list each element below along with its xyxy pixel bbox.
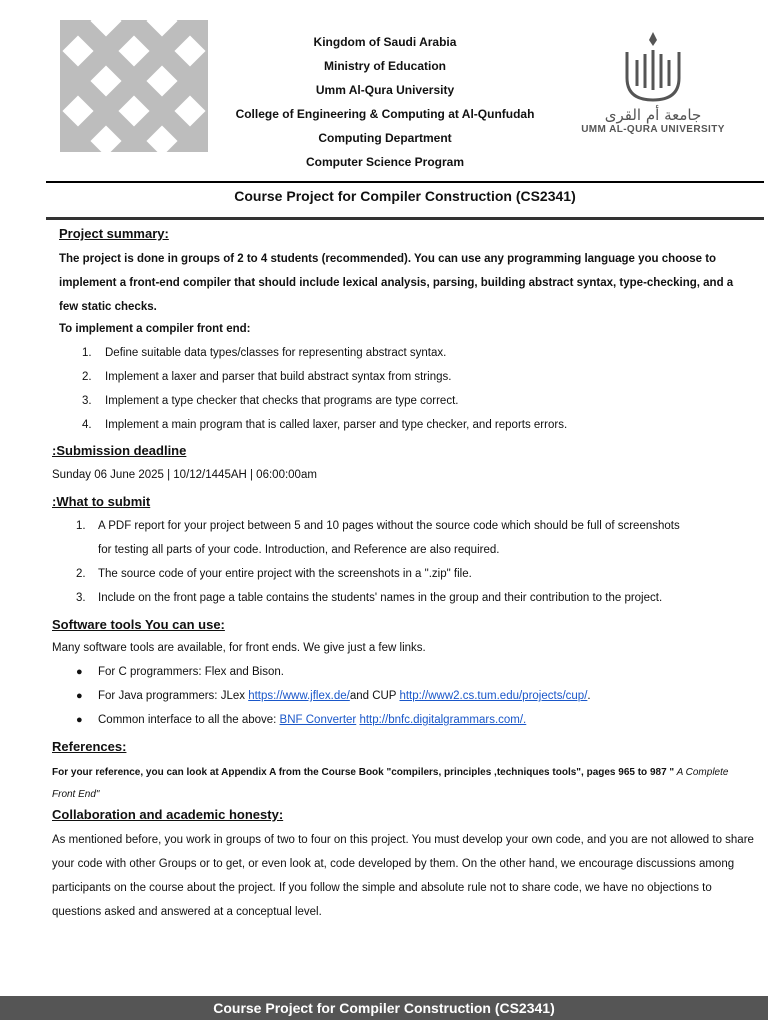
submit-item-1-line-2: for testing all parts of your code. Introduction, and Reference are also required.: [98, 544, 500, 556]
references-heading: References:: [52, 739, 127, 754]
software-tools-intro: Many software tools are available, for front ends. We give just a few links.: [52, 642, 426, 654]
submit-item-3: Include on the front page a table contains the students' names in the group and their contribution to the project.: [98, 592, 663, 604]
project-summary-text: The project is done in groups of 2 to 4 students (recommended). You can use any programming language you choose to implement a front-end compiler that should include lexical analysis, parsing, building abstract syntax, type-checking, and a few static checks.: [59, 253, 734, 313]
references-italic-text: A Complete Front End": [52, 767, 729, 800]
bullet-icon: ●: [76, 690, 83, 702]
institution-line: Computer Science Program: [305, 155, 465, 169]
references-main-text: For your reference, you can look at Appendix A from the Course Book "compilers, principles ,techniques tools", pages 965 to 987 ": [52, 767, 675, 778]
tool-item-common: [98, 714, 526, 726]
tool-item-java-prefix: For Java programmers: JLex: [98, 690, 249, 702]
institution-block: [215, 30, 555, 174]
submit-item-1-line-1: A PDF report for your project between 5 and 10 pages without the source code which should be full of screenshots: [98, 520, 680, 532]
step-item: Define suitable data types/classes for representing abstract syntax.: [105, 347, 447, 359]
submit-number: 2.: [76, 568, 86, 580]
deadline-value: Sunday 06 June 2025 | 10/12/1445AH | 06:00:00am: [52, 469, 317, 481]
tool-item-common-prefix: Common interface to all the above:: [98, 714, 280, 726]
tool-item-c: For C programmers: Flex and Bison.: [98, 666, 284, 678]
document-title: Course Project for Compiler Construction (CS2341): [234, 188, 576, 204]
jflex-link[interactable]: https://www.jflex.de/: [248, 690, 350, 702]
institution-line: College of Engineering & Computing at Al-Qunfudah: [235, 107, 535, 121]
decorative-pattern-logo: [60, 20, 208, 152]
deadline-heading: :Submission deadline: [52, 443, 187, 458]
step-number: 1.: [82, 347, 92, 359]
tool-item-java: [98, 690, 591, 702]
submit-number: 3.: [76, 592, 86, 604]
step-number: 2.: [82, 371, 92, 383]
project-summary-heading: Project summary:: [59, 226, 169, 241]
tool-item-java-mid: and CUP: [349, 690, 400, 702]
institution-line: Ministry of Education: [323, 59, 446, 73]
university-logo: [578, 30, 728, 152]
step-item: Implement a laxer and parser that build abstract syntax from strings.: [105, 371, 452, 383]
submit-item-2: The source code of your entire project with the screenshots in a ".zip" file.: [98, 568, 472, 580]
logo-arabic-text: جامعة أم القرى: [604, 106, 702, 124]
institution-line: Computing Department: [318, 131, 452, 145]
university-emblem-icon: [621, 30, 685, 104]
submit-number: 1.: [76, 520, 86, 532]
title-top-rule: [46, 181, 764, 183]
step-item: Implement a type checker that checks that programs are type correct.: [105, 395, 459, 407]
bullet-icon: ●: [76, 666, 83, 678]
references-text: [52, 762, 752, 806]
collaboration-text: As mentioned before, you work in groups of two to four on this project. You must develop your own code, and you are not allowed to share your code with other Groups or to get, or even look at, code developed by them. On the other hand, we encourage discussions among participants on the course about the project. If you follow the simple and absolute rule not to share code, we have no objections to questions asked and answered at a conceptual level.: [52, 834, 754, 918]
institution-line: Umm Al-Qura University: [315, 83, 455, 97]
title-bottom-rule: [46, 217, 764, 220]
step-number: 3.: [82, 395, 92, 407]
software-tools-heading: Software tools You can use:: [52, 617, 225, 632]
what-to-submit-heading: :What to submit: [52, 494, 151, 509]
bnf-converter-link[interactable]: BNF Converter: [279, 714, 357, 726]
step-number: 4.: [82, 419, 92, 431]
collaboration-heading: Collaboration and academic honesty:: [52, 807, 284, 822]
logo-english-text: UMM AL-QURA UNIVERSITY: [581, 124, 725, 135]
step-item: Implement a main program that is called laxer, parser and type checker, and reports errors.: [105, 419, 568, 431]
cup-link[interactable]: http://www2.cs.tum.edu/projects/cup/: [399, 690, 588, 702]
institution-line: Kingdom of Saudi Arabia: [313, 35, 457, 49]
tool-item-java-suffix: .: [587, 690, 591, 702]
bnfc-url-link[interactable]: http://bnfc.digitalgrammars.com/.: [359, 714, 527, 726]
bullet-icon: ●: [76, 714, 83, 726]
footer-title: Course Project for Compiler Construction (CS2341): [0, 996, 768, 1020]
front-end-subheading: To implement a compiler front end:: [59, 323, 251, 335]
